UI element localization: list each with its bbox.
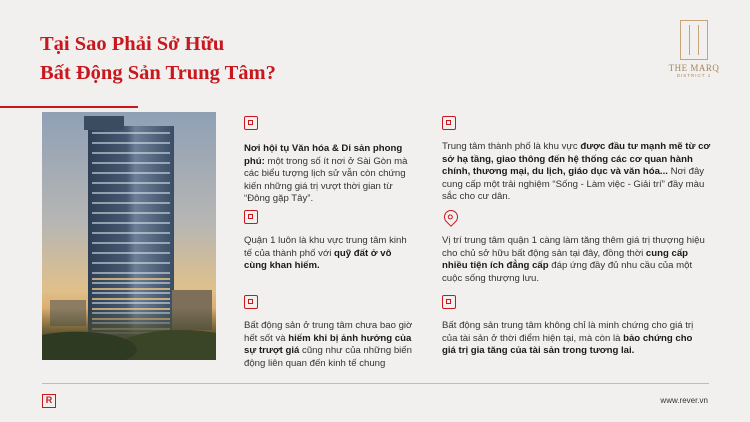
reason-land-bold: quỹ đất ở vô cùng khan hiếm. <box>244 247 392 271</box>
title-underline <box>0 106 138 108</box>
logo-subtitle: DISTRICT 1 <box>676 73 712 78</box>
reason-location-bold: cung cấp nhiều tiện ích đẳng cấp <box>442 247 689 271</box>
reason-infra-bold: được đầu tư mạnh mẽ từ cơ sở hạ tầng, giao thông đến hệ thống các cơ quan hành chính, thương mại, du lịch, giáo dục và văn hóa... <box>442 141 711 177</box>
logo-emblem-icon <box>680 20 708 60</box>
reason-location <box>442 235 710 285</box>
reason-land-scarcity <box>244 235 410 273</box>
title-line-1: Tại Sao Phải Sở Hữu <box>40 33 225 55</box>
reason-price-stability <box>244 320 416 370</box>
infrastructure-icon <box>442 116 456 130</box>
city-buildings-icon <box>244 210 258 224</box>
reason-price-rest: cũng như của những biến động liên quan đến kinh tế chung <box>244 345 412 369</box>
reason-location-rest: đáp ứng đầy đủ nhu cầu của một cuộc sống thượng lưu. <box>442 260 693 284</box>
reason-heritage-bold: Nơi hội tụ Văn hóa & Di sản phong phú: <box>244 143 403 167</box>
rever-logo-icon: R <box>42 394 56 408</box>
logo-name: THE MARQ <box>668 63 720 73</box>
reason-heritage <box>244 143 416 206</box>
reason-infrastructure <box>442 141 712 204</box>
title-line-2: Bất Động Sản Trung Tâm? <box>40 62 276 84</box>
reason-price-bold: hiếm khi bị ảnh hưởng của sự trượt giá <box>244 332 412 356</box>
reason-value-bold: bảo chứng cho giá trị gia tăng của tài sản trong tương lai. <box>442 332 693 356</box>
page-title <box>40 30 276 88</box>
reason-location-text: Vị trí trung tâm quận 1 càng làm tăng thêm giá trị thượng hiệu cho chủ sở hữu bất động sản tại đây, đồng thời <box>442 235 705 259</box>
footer-divider <box>42 383 709 384</box>
reason-price-text: Bất động sản ở trung tâm chưa bao giờ hết sốt và <box>244 320 413 344</box>
website-url[interactable]: www.rever.vn <box>660 396 708 405</box>
building-photo <box>42 112 216 360</box>
investment-building-icon <box>244 295 258 309</box>
value-growth-icon <box>442 295 456 309</box>
location-pin-icon <box>441 207 461 227</box>
reason-heritage-text: một trong số ít nơi ở Sài Gòn mà các biểu tượng lịch sử vẫn còn chứng kiến những giá trị vượt thời gian từ “Đông gặp Tây”. <box>244 155 408 204</box>
reason-value-growth <box>442 320 704 358</box>
the-marq-logo <box>664 20 724 84</box>
reason-land-text: Quận 1 luôn là khu vực trung tâm kinh tế của thành phố với <box>244 235 407 259</box>
reason-value-text: Bất động sản trung tâm không chỉ là minh chứng cho giá trị của tài sản ở thời điểm hiện tại, mà còn là <box>442 320 694 344</box>
heritage-building-icon <box>244 116 258 130</box>
reason-infra-rest: Nơi đây cung cấp một trải nghiệm “Sống - Làm việc - Giải trí” đầy màu sắc cho cư dân. <box>442 166 705 202</box>
reason-infra-text: Trung tâm thành phố là khu vực <box>442 141 581 152</box>
